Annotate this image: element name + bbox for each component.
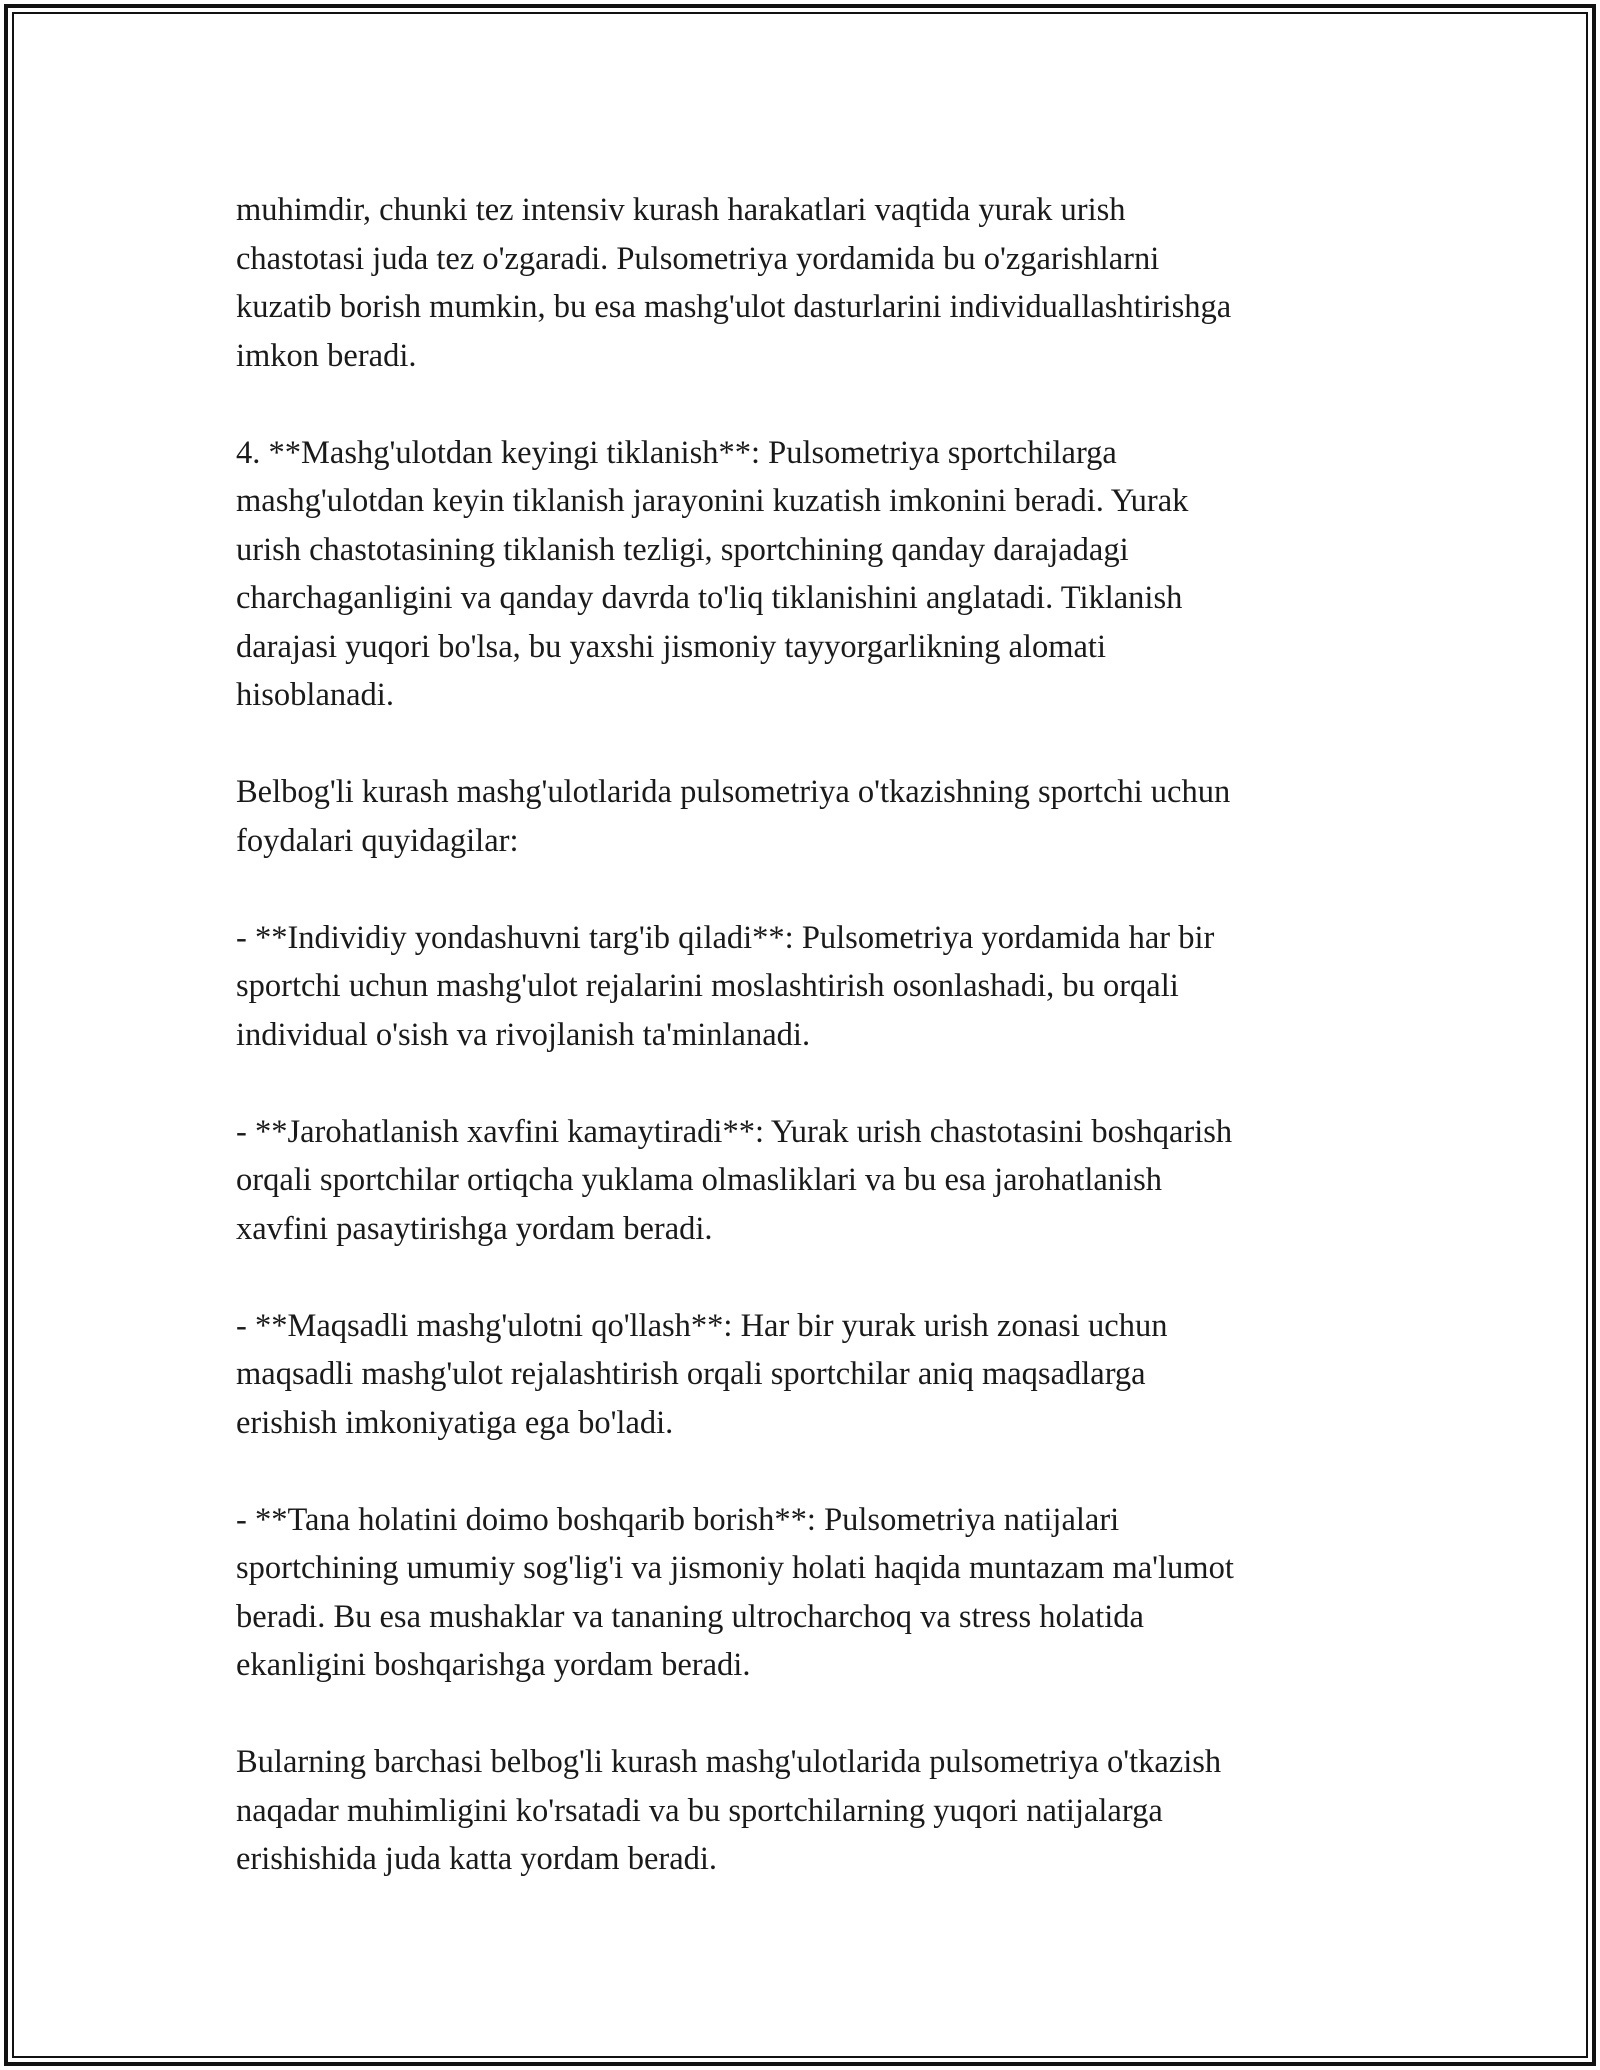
document-body [236, 186, 1386, 1884]
list-item-body-state-control: - **Tana holatini doimo boshqarib borish**: Pulsometriya natijalari sportchining umumiy sog'lig'i va jismoniy holati haqida muntazam ma'lumot beradi. Bu esa mushaklar va tananing ultrocharchoq va stress holatida ekanligini boshqarishga yordam beradi. [236, 1501, 1234, 1683]
list-item-injury-risk: - **Jarohatlanish xavfini kamaytiradi**: Yurak urish chastotasini boshqarish orqali sportchilar ortiqcha yuklama olmasliklari va bu esa jarohatlanish xavfini pasaytirishga yordam beradi. [236, 1113, 1233, 1247]
paragraph-benefits-intro: Belbog'li kurash mashg'ulotlarida pulsometriya o'tkazishning sportchi uchun foydalari quyidagilar: [236, 774, 1231, 859]
list-item-targeted-training: - **Maqsadli mashg'ulotni qo'llash**: Har bir yurak urish zonasi uchun maqsadli mashg'ulot rejalashtirish orqali sportchilar aniq maqsadlarga erishish imkoniyatiga ega bo'ladi. [236, 1307, 1168, 1441]
paragraph-heart-rate-continuation: muhimdir, chunki tez intensiv kurash harakatlari vaqtida yurak urish chastotasi juda tez o'zgaradi. Pulsometriya yordamida bu o'zgarishlarni kuzatib borish mumkin, bu esa mashg'ulot dasturlarini individuallashtirishga imkon beradi. [236, 192, 1232, 374]
paragraph-recovery-point: 4. **Mashg'ulotdan keyingi tiklanish**: Pulsometriya sportchilarga mashg'ulotdan keyin tiklanish jarayonini kuzatish imkonini beradi. Yurak urish chastotasining tiklanish tezligi, sportchining qanday darajadagi charchaganligini va qanday davrda to'liq tiklanishini anglatadi. Tiklanish darajasi yuqori bo'lsa, bu yaxshi jismoniy tayyorgarlikning alomati hisoblanadi. [236, 434, 1189, 713]
paragraph-conclusion: Bularning barchasi belbog'li kurash mashg'ulotlarida pulsometriya o'tkazish naqadar muhimligini ko'rsatadi va bu sportchilarning yuqori natijalarga erishishida juda katta yordam beradi. [236, 1744, 1222, 1877]
list-item-individual-approach: - **Individiy yondashuvni targ'ib qiladi**: Pulsometriya yordamida har bir sportchi uchun mashg'ulot rejalarini moslashtirish osonlashadi, bu orqali individual o'sish va rivojlanish ta'minlanadi. [236, 919, 1215, 1053]
